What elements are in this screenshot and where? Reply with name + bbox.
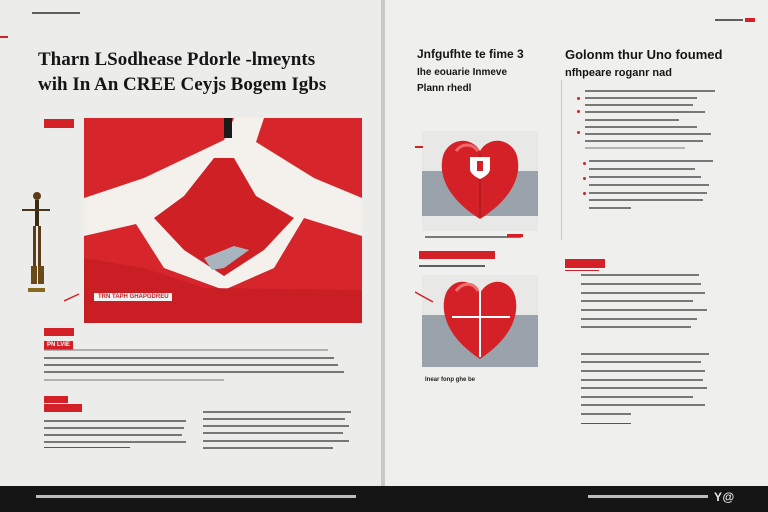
left-page — [0, 0, 381, 486]
figure-silhouette-icon — [20, 188, 50, 298]
column2-end-rule — [581, 423, 631, 424]
main-photo — [84, 118, 362, 323]
column1-sub2: Plann rhedl — [417, 83, 472, 94]
top-right-accent — [745, 18, 755, 22]
headline-line-2: wih In An CREE Ceyjs Bogem Igbs — [38, 74, 327, 95]
top-label-right — [715, 19, 743, 21]
column2-sub: nfhpeare roganr nad — [565, 67, 672, 79]
heart-cross-icon — [422, 275, 538, 367]
top-left-accent — [0, 36, 8, 38]
section-tag-2: PN LVIE — [44, 341, 73, 350]
caption-pointer — [64, 292, 80, 302]
section-rule — [44, 404, 82, 412]
section-tag-1 — [44, 328, 74, 336]
column2-headline: Golonm thur Uno foumed — [565, 47, 723, 62]
photo2-caption: Inear fonp ghe be — [425, 377, 476, 383]
column1-headline: Jnfgufhte te fime 3 — [417, 47, 524, 61]
photo2-tag-line — [419, 265, 485, 267]
photo-tag — [44, 119, 74, 128]
side-tag-rule — [565, 270, 599, 271]
right-page — [385, 0, 768, 486]
page-number: Y@ — [714, 490, 735, 504]
heart-photo-2 — [422, 275, 538, 367]
section-tag-3 — [44, 396, 68, 403]
photo2-pointer — [415, 290, 435, 304]
photo2-tag — [419, 251, 495, 259]
footer-bar — [0, 486, 768, 512]
photo1-caption-accent — [507, 234, 523, 237]
side-tag — [565, 259, 605, 268]
column1-sub1: Ihe eouarie Inmeve — [417, 67, 508, 78]
footer-left-rule — [36, 495, 356, 498]
column-divider — [561, 80, 562, 240]
heart-shield-icon — [422, 131, 538, 231]
photo-caption: TRN TAPH GHAPGDREU — [94, 293, 172, 301]
photo1-side-marker — [415, 146, 423, 148]
top-label — [32, 12, 80, 14]
headline-line-1: Tharn LSodhease Pdorle -lmeynts — [38, 49, 316, 70]
footer-right-rule — [588, 495, 708, 498]
col-end-rule — [44, 447, 130, 448]
heart-photo-1 — [422, 131, 538, 231]
